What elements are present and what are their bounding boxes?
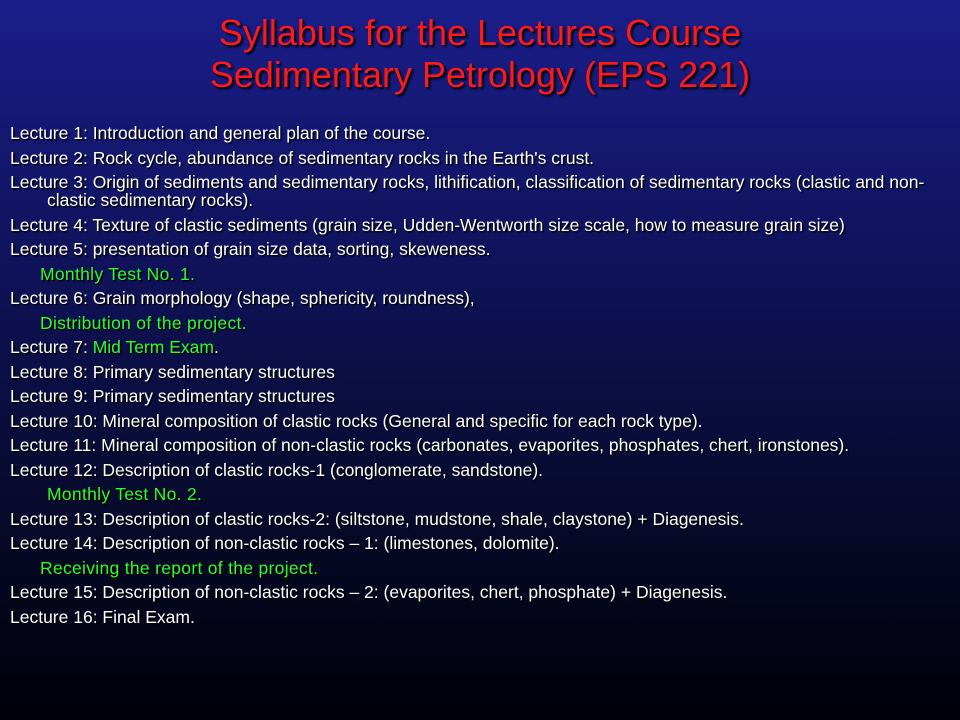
syllabus-list: [10, 124, 950, 632]
lecture-11: Lecture 11: Mineral composition of non-clastic rocks (carbonates, evaporites, phosphates, chert, ironstones).: [10, 435, 850, 455]
lecture-2: Lecture 2: Rock cycle, abundance of sedimentary rocks in the Earth's crust.: [10, 147, 595, 168]
lecture-5: Lecture 5: presentation of grain size data, sorting, skeweness.: [10, 239, 491, 259]
lecture-13: Lecture 13: Description of clastic rocks-2: (siltstone, mudstone, shale, claystone) + Diagenesis.: [10, 508, 744, 529]
lecture-12: Lecture 12: Description of clastic rocks-1 (conglomerate, sandstone).: [10, 459, 544, 480]
title-line-1: Syllabus for the Lectures Course: [218, 12, 742, 53]
lecture-7-period: .: [213, 337, 219, 357]
lecture-3: Lecture 3: Origin of sediments and sedimentary rocks, lithification, classification of sedimentary rocks (clastic and non-clastic sedimentary rocks).: [10, 172, 925, 210]
lecture-7: [10, 338, 950, 356]
project-report-note: Receiving the report of the project.: [40, 557, 319, 578]
lecture-10: Lecture 10: Mineral composition of clastic rocks (General and specific for each rock type).: [10, 410, 703, 431]
lecture-7-label: Lecture 7:: [10, 337, 93, 357]
mid-term-exam-label: Mid Term Exam: [92, 337, 214, 357]
lecture-15: Lecture 15: Description of non-clastic rocks – 2: (evaporites, chert, phosphate) + Diagenesis.: [10, 582, 728, 602]
monthly-test-1-note: Monthly Test No. 1.: [40, 263, 196, 284]
title-line-2: Sedimentary Petrology (EPS 221): [209, 54, 751, 95]
lecture-8: Lecture 8: Primary sedimentary structures: [10, 361, 335, 382]
lecture-1: Lecture 1: Introduction and general plan of the course.: [10, 123, 431, 143]
lecture-4: Lecture 4: Texture of clastic sediments (grain size, Udden-Wentworth size scale, how to measure grain size): [10, 214, 845, 235]
lecture-6: Lecture 6: Grain morphology (shape, sphericity, roundness),: [10, 288, 475, 308]
lecture-16: Lecture 16: Final Exam.: [10, 606, 195, 627]
monthly-test-2-note: Monthly Test No. 2.: [47, 484, 203, 504]
slide-title: [0, 12, 960, 96]
lecture-9: Lecture 9: Primary sedimentary structures: [10, 386, 335, 406]
project-distribution-note: Distribution of the project.: [40, 312, 247, 333]
lecture-14: Lecture 14: Description of non-clastic rocks – 1: (limestones, dolomite).: [10, 533, 560, 553]
